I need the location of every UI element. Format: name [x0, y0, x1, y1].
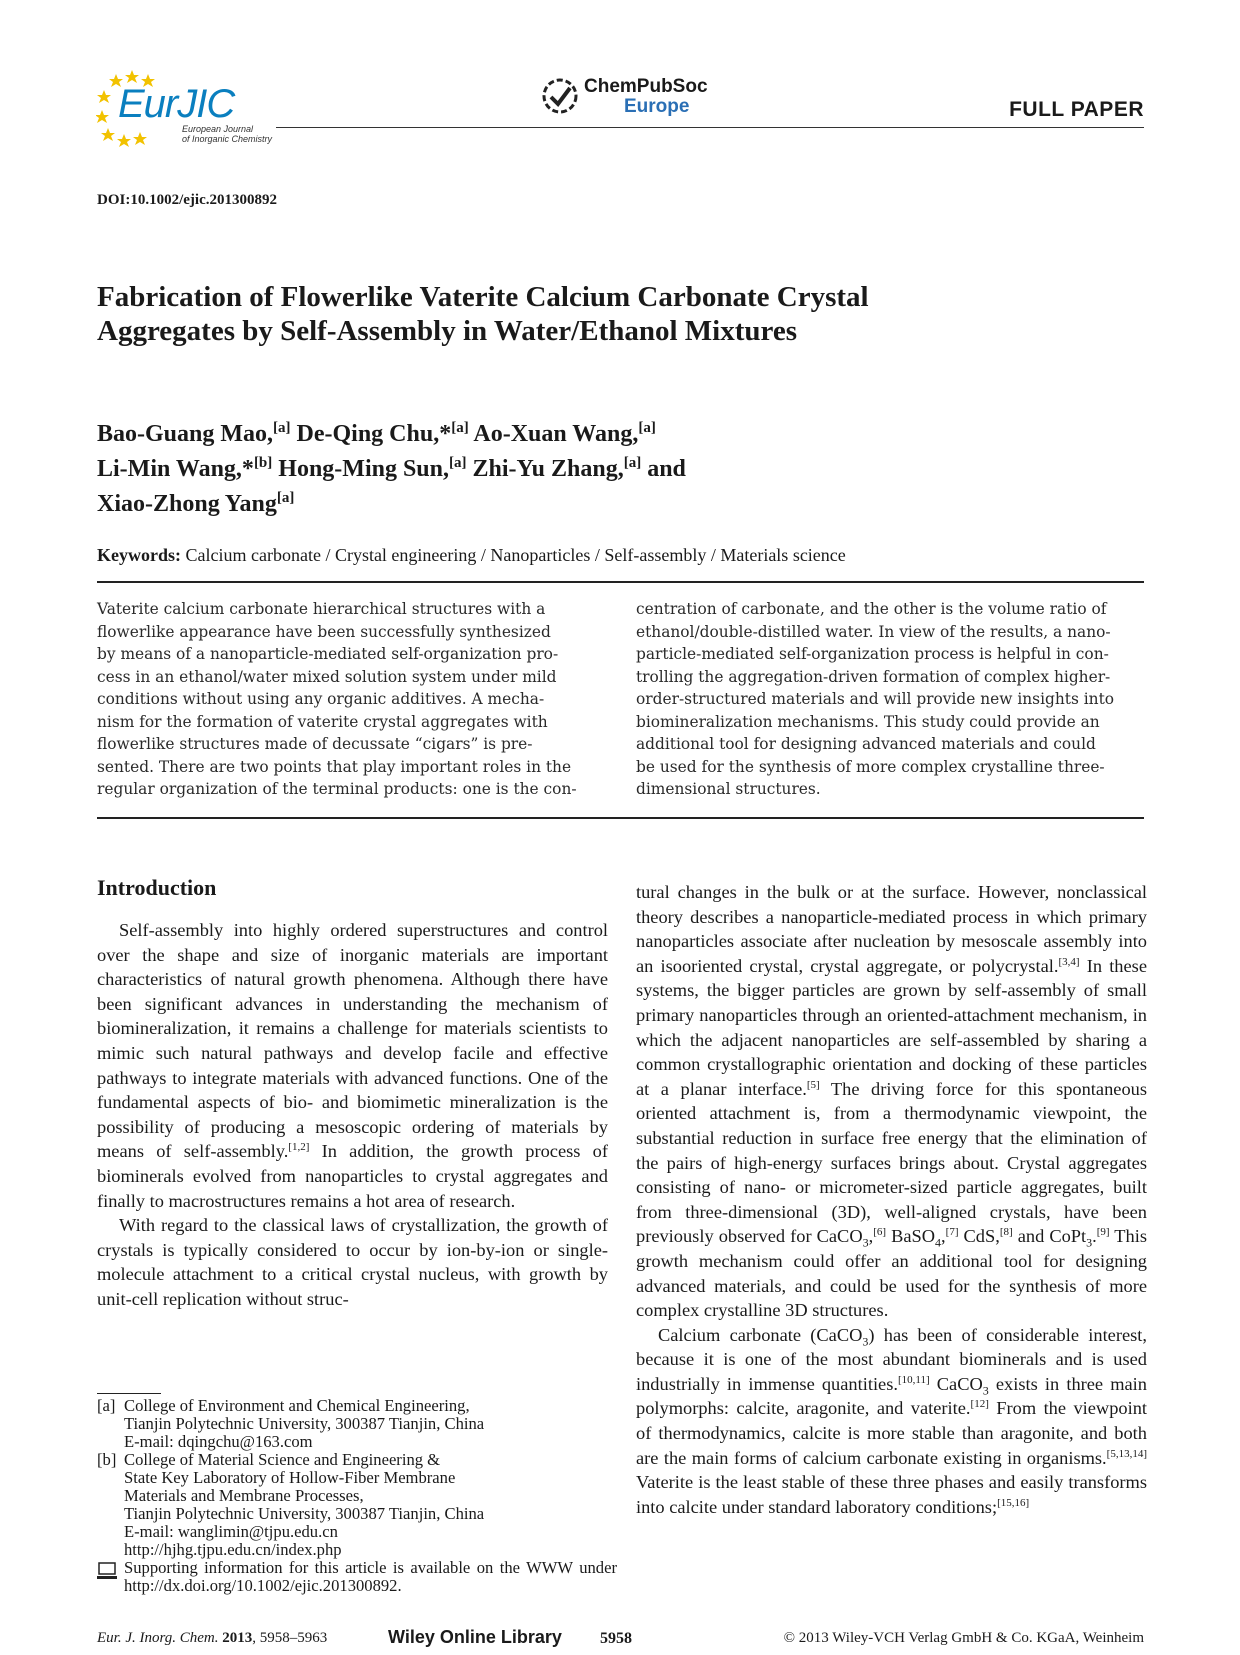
abstract-top-rule	[97, 581, 1144, 583]
citation: [12]	[970, 1398, 989, 1411]
keywords-label: Keywords:	[97, 545, 181, 565]
affiliation-mark: [a]	[276, 490, 295, 506]
article-type: FULL PAPER	[1009, 98, 1144, 121]
author: Xiao-Zhong Yang	[97, 491, 277, 517]
citation: [8]	[999, 1226, 1013, 1239]
body-left-column	[97, 918, 608, 1312]
eurjic-logo	[96, 68, 286, 150]
affiliation-footnotes	[97, 1397, 617, 1595]
paragraph: tural changes in the bulk or at the surface. However, nonclassical theory describes a nanoparticle-mediated process in which primary nanoparticles associate after nucleation by mesoscale assembly into an isooriented crystal, crystal aggregate, or polycrystal.[3,4] In these systems, the bigger particles are grown by self-assembly of small primary nanoparticles through an oriented-attachment mechanism, in which the adjacent nanoparticles are self-assembled by sharing a common crystallographic orientation and docking of these particles at a planar interface.[5] The driving force for this spontaneous oriented attachment is, from a thermodynamic viewpoint, the substantial reduction in surface free energy that the elimination of the pairs of high-energy surfaces brings about. Crystal aggregates consisting of nano- or micrometer-sized particle aggregates, built from three-dimensional (3D), well-aligned crystals, have been previously observed for CaCO$_3$,[6] BaSO$_4$,[7] CdS,[8] and CoPt$_3$.[9] This growth mechanism could offer an additional tool for designing advanced materials, and could be used for the synthesis of more complex crystalline 3D structures.	[636, 882, 1147, 1321]
page-number: 5958	[600, 1630, 632, 1647]
paper-title: Fabrication of Flowerlike Vaterite Calcium Carbonate Crystal Aggregates by Self-Assembly in Water/Ethanol Mixtures	[97, 281, 869, 347]
header-divider	[276, 127, 1144, 128]
keywords-text: Calcium carbonate / Crystal engineering / Nanoparticles / Self-assembly / Materials science	[185, 545, 846, 565]
citation: [5,13,14]	[1106, 1447, 1147, 1460]
footnote-supporting-info: Supporting information for this article is available on the WWW under http://dx.doi.org/10.1002/ejic.201300892.	[97, 1559, 617, 1595]
affiliation-mark: [a]	[451, 420, 469, 436]
chempubsoc-name: ChemPubSoc	[584, 76, 708, 97]
author: Li-Min Wang,*	[97, 456, 254, 482]
author: Zhi-Yu Zhang,	[472, 456, 624, 482]
footnote-affiliation-a: [a] College of Environment and Chemical Engineering, Tianjin Polytechnic University, 300387 Tianjin, China E-mail: dqingchu@163.com	[97, 1396, 485, 1451]
author: Ao-Xuan Wang,	[473, 421, 639, 447]
author: Bao-Guang Mao,	[97, 421, 274, 447]
eurjic-wordmark: EurJIC	[118, 82, 235, 126]
citation: [7]	[945, 1226, 959, 1239]
affiliation-mark: [a]	[273, 420, 291, 436]
citation: [3,4]	[1058, 955, 1080, 968]
author-conjunction: and	[647, 456, 686, 482]
chempubsoc-region: Europe	[624, 96, 690, 117]
keywords	[97, 545, 846, 566]
computer-icon	[97, 1562, 117, 1580]
author: De-Qing Chu,*	[296, 421, 452, 447]
affiliation-mark: [b]	[253, 455, 273, 471]
section-heading-introduction: Introduction	[97, 875, 217, 900]
eurjic-subtitle: European Journal of Inorganic Chemistry	[182, 124, 273, 144]
paragraph: With regard to the classical laws of crystallization, the growth of crystals is typically considered to occur by ion-by-ion or single-molecule attachment to a critical crystal nucleus, with growth by unit-cell replication without struc-	[97, 1215, 608, 1309]
citation: [1,2]	[288, 1141, 310, 1154]
chempubsoc-emblem-icon	[540, 76, 580, 116]
abstract-left-column: Vaterite calcium carbonate hierarchical structures with a flowerlike appearance have been successfully synthesized by means of a nanoparticle-mediated self-organization pro- cess in an ethanol/water mixed solution system under mild conditions without using any organic additives. A mecha- nism for the formation of vaterite crystal aggregates with flowerlike structures made of decussate “cigars” is pre- sented. There are two points that play important roles in the regular organization of the terminal products: one is the con-	[97, 600, 577, 798]
citation: [5]	[806, 1078, 820, 1091]
footnote-divider	[97, 1393, 161, 1394]
citation: [9]	[1096, 1226, 1110, 1239]
citation: [6]	[873, 1226, 887, 1239]
journal-citation: Eur. J. Inorg. Chem. 2013, 5958–5963	[97, 1630, 328, 1646]
chempubsoc-logo	[540, 76, 720, 120]
citation: [15,16]	[997, 1496, 1030, 1509]
abstract-bottom-rule	[97, 817, 1144, 819]
affiliation-mark: [a]	[623, 455, 642, 471]
author: Hong-Ming Sun,	[278, 456, 449, 482]
abstract-right-column: centration of carbonate, and the other is the volume ratio of ethanol/double-distilled water. In view of the results, a nano- particle-mediated self-organization process is helpful in con- trolling the aggregation-driven formation of complex higher- order-structured materials and will provide new insights into biomineralization mechanisms. This study could provide an additional tool for designing advanced materials and could be used for the synthesis of more complex crystalline three- dimensional structures.	[636, 600, 1115, 798]
body-right-column	[636, 880, 1147, 1519]
paragraph: Self-assembly into highly ordered superstructures and control over the shape and size of inorganic materials are important characteristics of natural growth phenomena. Although there have been significant advances in understanding the mechanism of biomineralization, it remains a challenge for materials scientists to mimic such natural pathways and develop facile and effective pathways to integrate materials with advanced functions. One of the fundamental aspects of bio- and biomimetic mineralization is the possibility of producing a mesoscopic ordering of materials by means of self-assembly.[1,2] In addition, the growth process of biominerals evolved from nanoparticles to crystal aggregates and finally to macrostructures remains a hot area of research.	[97, 920, 608, 1211]
wiley-online-library-logo: Wiley Online Library	[388, 1627, 562, 1647]
footnote-affiliation-b: [b] College of Material Science and Engineering & State Key Laboratory of Hollow-Fiber Membrane Materials and Membrane Processes, Tianjin Polytechnic University, 300387 Tianjin, China E-mail: wanglimin@tjpu.edu.cn http://hjhg.tjpu.edu.cn/index.php	[97, 1450, 485, 1559]
author-list	[97, 414, 857, 519]
citation: [10,11]	[897, 1373, 930, 1386]
copyright: © 2013 Wiley-VCH Verlag GmbH & Co. KGaA, Weinheim	[783, 1630, 1144, 1646]
paragraph: Calcium carbonate (CaCO$_3$) has been of considerable interest, because it is one of the most abundant biominerals and is used industrially in immense quantities.[10,11] CaCO$_3$ exists in three main polymorphs: calcite, aragonite, and vaterite.[12] From the viewpoint of thermodynamics, calcite is more stable than aragonite, and both are the main forms of calcium carbonate existing in organisms.[5,13,14] Vaterite is the least stable of these three phases and easily transforms into calcite under standard laboratory conditions;[15,16]	[636, 1324, 1148, 1517]
doi: DOI:10.1002/ejic.201300892	[97, 192, 277, 208]
affiliation-mark: [a]	[638, 420, 656, 436]
affiliation-mark: [a]	[449, 455, 467, 471]
